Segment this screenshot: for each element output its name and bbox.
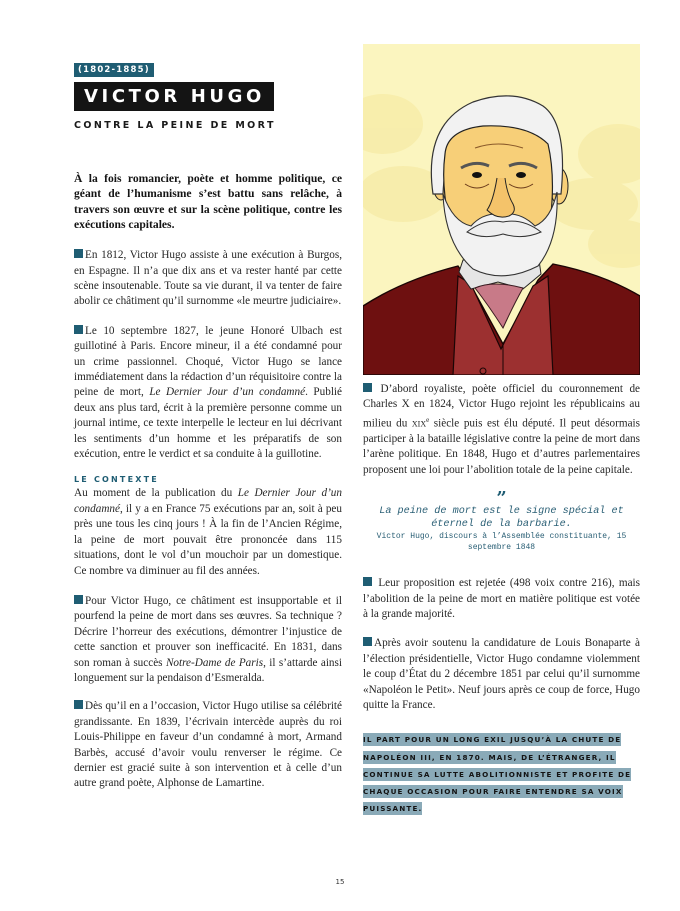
highlighted-exile-text: IL PART POUR UN LONG EXIL JUSQU’À LA CHUTE DE NAPOLÉON III, EN 1870. MAIS, DE L’ÉTRANGER, IL CONTINUE SA LUTTE ABOLITIONNISTE ET PROFITE DE CHAQUE OCCASION POUR FAIRE ENTENDRE SA VOIX PUISSANTE.	[363, 735, 632, 814]
square-bullet-icon	[74, 325, 83, 334]
quote-source: Victor Hugo, discours à l’Assemblée constituante, 15 septembre 1848	[376, 532, 627, 552]
victor-hugo-portrait	[363, 44, 640, 375]
context-paragraph: Au moment de la publication du Le Dernier Jour d’un condamné, il y a en France 75 exécutions par an, soit à peu près une tous les cinq jours ! À la fin de l’Ancien Régime, la peine de mort pouvait être prononcée dans 115 situations, dont le vol d’un mouchoir par un domestique. Ce nombre va diminuer au fil des années.	[74, 487, 342, 577]
intro-paragraph: À la fois romancier, poète et homme politique, ce géant de l’humanisme s’est battu sans relâche, à travers son œuvre et sur la scène politique, contre les exécutions capitales.	[74, 172, 342, 231]
paragraph-technique: Pour Victor Hugo, ce châtiment est insupportable et il pourfend la peine de mort dans ses œuvres. Sa technique ? Décrire l’horreur des exécutions, démontrer l’injustice de cette sanction et prouver son inefficacité. En 1831, dans son roman à succès Notre-Dame de Paris, il s’attarde ainsi longuement sur la pendaison d’Esmeralda.	[74, 594, 342, 684]
square-bullet-icon	[74, 249, 83, 258]
paragraph-coup-detat: Après avoir soutenu la candidature de Louis Bonaparte à l’élection présidentielle, Victor Hugo condamne violemment le coup d’État du 2 décembre 1851 par celui qu’il surnomme «Napoléon le Petit». Neuf jours après ce coup de force, Hugo quitte la France.	[363, 637, 640, 712]
paragraph-1827: Le 10 septembre 1827, le jeune Honoré Ulbach est guillotiné à Paris. Encore mineur, il a été condamné pour un crime passionnel. Choqué, Victor Hugo se lance immédiatement dans la rédaction d’un réquisitoire contre la peine de mort, Le Dernier Jour d’un condamné. Publié deux ans plus tard, écrit à la première personne comme un journal intime, ce texte interpelle le lecteur en lui décrivant les sentiments d’un homme et les préparatifs de son exécution, entre le verdict et sa conduite à la guillotine.	[74, 324, 343, 461]
square-bullet-icon	[74, 595, 83, 604]
page-title: VICTOR HUGO	[74, 82, 274, 111]
page-number: 15	[335, 878, 345, 886]
right-column	[363, 44, 640, 817]
dates-badge: (1802-1885)	[74, 63, 154, 77]
square-bullet-icon	[74, 700, 83, 709]
page-subtitle: CONTRE LA PEINE DE MORT	[74, 120, 276, 131]
square-bullet-icon	[363, 383, 372, 392]
pull-quote	[363, 488, 640, 553]
paragraph-1812: En 1812, Victor Hugo assiste à une exécution à Burgos, en Espagne. Il n’a que dix ans et va rester hanté par cette scène insoutenable. Toute sa vie durant, il va tenter de faire abolir ce châtiment qu’il surnomme «le meurtre judiciaire».	[74, 249, 342, 308]
paragraph-1839: Dès qu’il en a l’occasion, Victor Hugo utilise sa célébrité grandissante. En 1839, l’écrivain intercède auprès du roi Louis-Philippe en faveur d’un condamné à mort, Armand Barbès, accusé d’avoir voulu renverser le régime. Ce dernier est gracié suite à son intervention et à celle d’un autre grand poète, Alphonse de Lamartine.	[74, 700, 342, 790]
context-heading: LE CONTEXTE	[74, 475, 159, 485]
right-eye	[516, 172, 526, 178]
book-title: Notre-Dame de Paris	[165, 656, 264, 669]
book-title: Le Dernier Jour d’un condamné	[74, 487, 342, 515]
quote-mark-icon: ”	[496, 488, 507, 510]
square-bullet-icon	[363, 637, 372, 646]
paragraph-royaliste: D’abord royaliste, poète officiel du couronnement de Charles X en 1824, Victor Hugo rejoint les républicains au milieu du xix$^e$ siècle puis est élu député. Il peut désormais participer à la bataille législative contre la peine de mort dans l’arène politique. En 1848, Hugo et d’autres parlementaires proposent une loi pour l’abolition totale de la peine capitale.	[363, 383, 641, 476]
book-title: Le Dernier Jour d’un condamné	[149, 386, 306, 399]
left-column	[74, 59, 342, 792]
paragraph-vote: Leur proposition est rejetée (498 voix contre 216), mais l’abolition de la peine de mort en matière politique est votée à la grande majorité.	[363, 577, 640, 620]
quote-text: La peine de mort est le signe spécial et éternel de la barbarie.	[379, 506, 624, 530]
square-bullet-icon	[363, 577, 372, 586]
left-eye	[472, 172, 482, 178]
